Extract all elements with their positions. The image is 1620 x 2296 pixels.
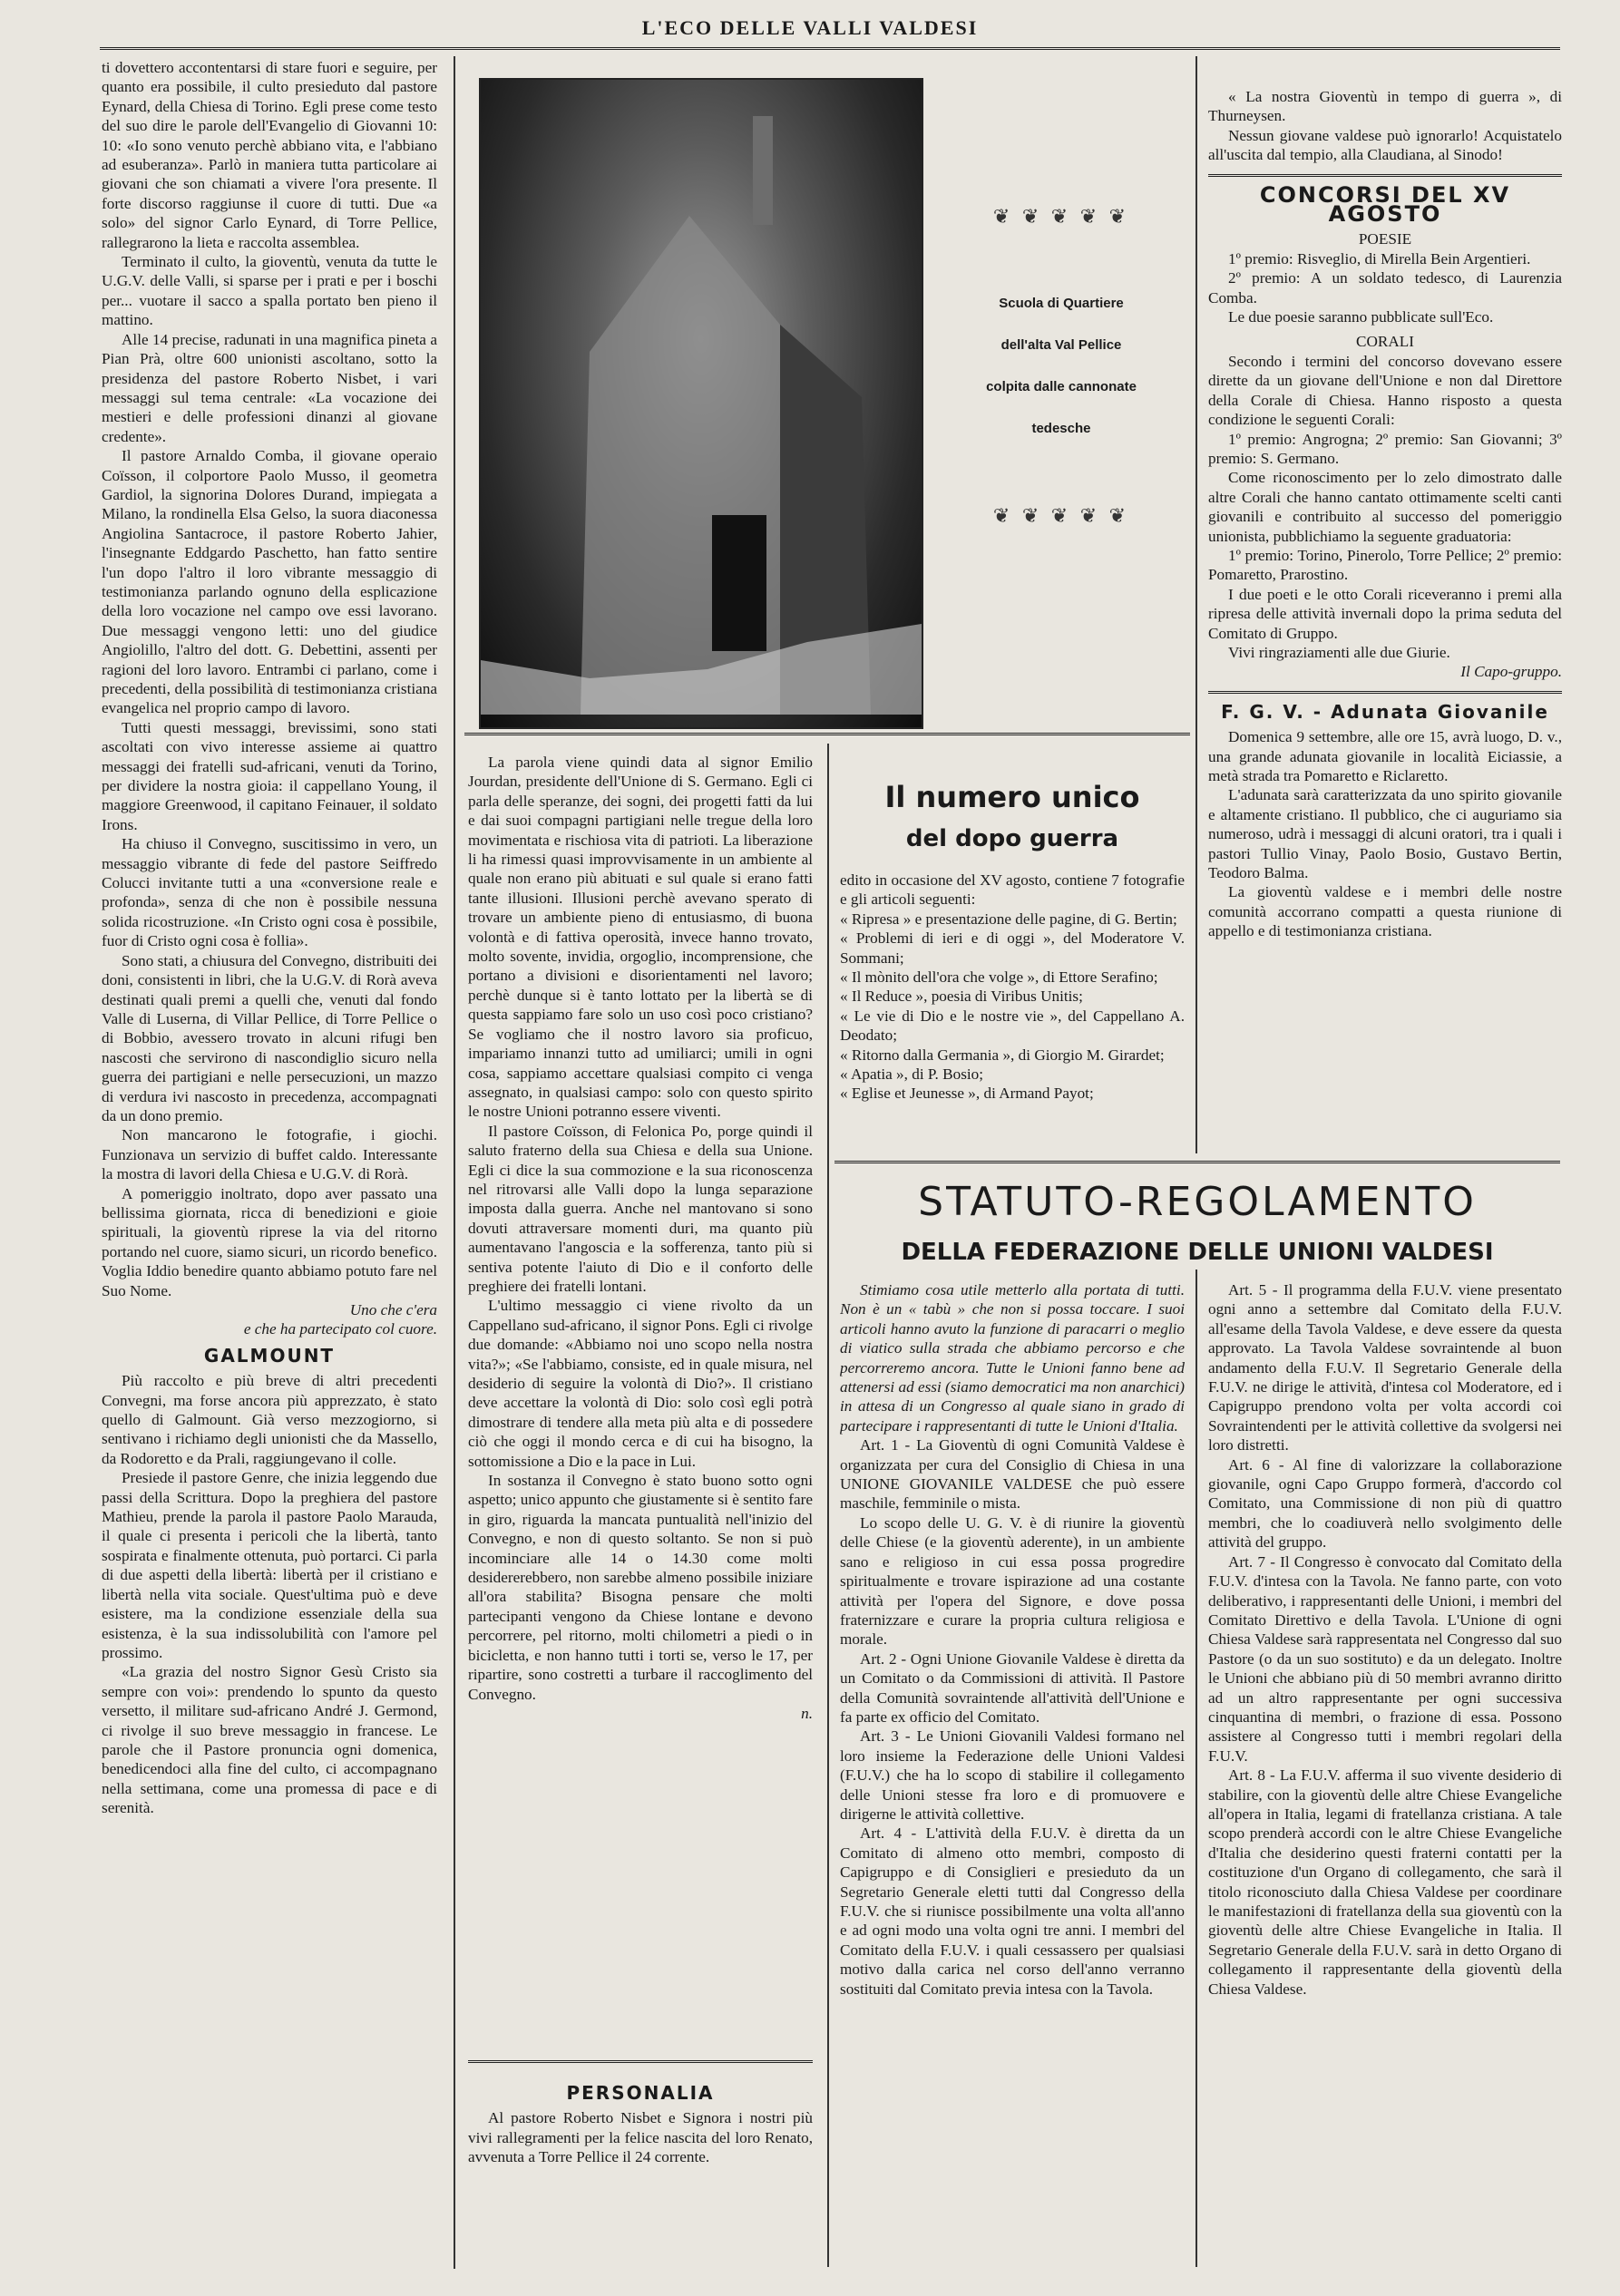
paragraph: L'adunata sarà caratterizzata da uno spirito giovanile e altamente cristiano. Il pubblico, che ci auguriamo sia numeroso, udrà i messaggi di alcuni oratori, tra i quali i pastori Tullio Vinay, Paolo Bosio, Gustavo Bertin, Teodoro Balma. (1208, 786, 1562, 882)
paragraph: Art. 1 - La Gioventù di ogni Comunità Valdese è organizzata per cura del Consiglio di Chiesa in una UNIONE GIOVANILE VALDESE che può essere maschile, femminile o mista. (840, 1436, 1185, 1513)
list-item: « Apatia », di P. Bosio; (840, 1065, 984, 1084)
list-item: « Il mònito dell'ora che volge », di Ettore Serafino; (840, 968, 1158, 987)
paragraph: Come riconoscimento per lo zelo dimostrato dalle altre Corali che hanno cantato ottimamente scelti canti giovanili e contribuito al successo del pomeriggio unionista, pubblichiamo la seguente graduatoria: (1208, 469, 1562, 545)
signature: Il Capo-gruppo. (1460, 663, 1562, 681)
list-item: « Eglise et Jeunesse », di Armand Payot; (840, 1085, 1094, 1103)
section-title-personalia: PERSONALIA (566, 2082, 715, 2104)
paragraph: Al pastore Roberto Nisbet e Signora i nostri più vivi rallegramenti per la felice nascita del loro Renato, avvenuta a Torre Pellice il 24 corrente. (468, 2109, 813, 2166)
caption-line: colpita dalle cannonate (986, 379, 1137, 394)
paragraph: L'ultimo messaggio ci viene rivolto da un Cappellano sud-africano, il signor Pons. Egli ci rivolge due domande: «Abbiamo noi uno scopo nella nostra vita?»; «Se l'abbiamo, consiste, ed in quale misura, nel desiderio di seguire la volontà di Dio?». Il cristiano deve accettare la volontà di Dio: solo così egli potrà dimostrare di tendere alla meta più alta e di possedere ciò che oggi il mondo cerca e di cui ha bisogno, la sottomissione a Dio e la pace in Lui. (468, 1297, 813, 1470)
paragraph: I due poeti e le otto Corali riceveranno i premi alla ripresa delle attività invernali dopo la prima seduta del Comitato di Gruppo. (1208, 585, 1562, 642)
paragraph: Nessun giovane valdese può ignorarlo! Acquistatelo all'uscita dal tempio, alla Claudiana, al Sinodo! (1208, 126, 1562, 164)
statuto-left-column (840, 1280, 1185, 2269)
paragraph: ti dovettero accontentarsi di stare fuori e seguire, per quanto era possibile, il culto presieduto dal pastore Eynard, della Chiesa di Torino. Egli prese come testo del suo dire le parole dell'Evangelio di Giovanni 10: 10: «Io sono venuto perchè abbiano vita, e l'abbiano ad esuberanza». Parlò in maniera tutta particolare ai giovani che son chiamati a vivere l'ora presente. Il forte discorso raggiunse il cuore di tutti. Due «a solo» del signor Carlo Eynard, di Torre Pellice, rallegrarono la lieta e raccolta assemblea. (102, 59, 437, 251)
caption-line: dell'alta Val Pellice (1000, 337, 1122, 353)
subtitle-poesie: POESIE (1358, 230, 1412, 248)
paragraph: Tutti questi messaggi, brevissimi, sono stati ascoltati con vivo interesse assieme ai quattro messaggi dei fratelli sud-africani, venuti da Torino, per dividere la nostra gioia: il cappellano Young, il maggiore Greenwood, il capitano Feinauer, il soldato Irons. (102, 718, 437, 833)
numero-subtitle: del dopo guerra (905, 825, 1119, 852)
header-rule (100, 47, 1560, 50)
paragraph: 1º premio: Angrogna; 2º premio: San Giovanni; 3º premio: S. Germano. (1208, 430, 1562, 467)
paragraph: Sono stati, a chiusura del Convegno, distribuiti dei doni, consistenti in libri, che la U.G.V. di Rorà aveva destinati quali premi a quelli che, venuti dal fondo Valle di Luserna, di Villar Pellice, di Torre Pellice o di Bobbio, avessero trovato in alcuni rifugi ben nascosti che servirono di nascondiglio sicuro nella guerra dei partigiani e nelle persecuzioni, un mazzo di verdura ivi nascosto in precedenza, accompagnati da un dono premio. (102, 951, 437, 1124)
signature: Uno che c'era (349, 1301, 437, 1318)
paragraph: Lo scopo delle U. G. V. è di riunire la gioventù delle Chiese (e la gioventù aderente), in un ambiente sano e religioso in cui essa possa progredire spiritualmente e trovare ispirazione ad una costante attività per l'opera del Signore, e dove possa fraternizzare e curare la propria cultura religiosa e morale. (840, 1513, 1185, 1649)
photo-caption (934, 78, 1188, 725)
rule (464, 733, 1190, 735)
paragraph: La gioventù valdese e i membri delle nostre comunità accorrano compatti a questa riunione di appello e di testimonianza cristiana. (1208, 883, 1562, 940)
paragraph: Non mancarono le fotografie, i giochi. Funzionava un servizio di buffet caldo. Interessante la mostra di lavori della Chiesa e U.G.V. di Rorà. (102, 1126, 437, 1183)
column-divider (1195, 56, 1197, 1153)
column-divider (1195, 1270, 1197, 2267)
paragraph: Vivi ringraziamenti alle due Giurie. (1228, 643, 1450, 661)
section-title-concorsi: CONCORSI DEL XV AGOSTO (1259, 181, 1511, 228)
paragraph: Presiede il pastore Genre, che inizia leggendo due passi della Scrittura. Dopo la preghiera del pastore Mathieu, prende la parola il pastore Paolo Marauda, il quale ci presenta i pericoli che la libertà, tanto sospirata e finalmente ottenuta, può portarci. Ci parla di due aspetti della libertà: libertà per il cristiano e libertà nella vita sociale. Quest'ultima può e deve esistere, ma la condizione essenziale della sua esistenza, è la sua indissolubilità con l'amore pel prossimo. (102, 1469, 437, 1661)
statuto-title: STATUTO-REGOLAMENTO (918, 1179, 1477, 1225)
ornament-icon: ❦ ❦ ❦ ❦ ❦ (992, 205, 1130, 228)
column-personalia (468, 2077, 813, 2267)
list-item: « Le vie di Dio e le nostre vie », del Cappellano A. Deodato; (840, 1007, 1185, 1045)
paragraph: Art. 5 - Il programma della F.U.V. viene presentato ogni anno a settembre dal Comitato della F.U.V. all'esame della Tavola Valdese, e deve essere da questa approvato. La Tavola Valdese sovraintende al buon andamento della F.U.V. Il Segretario Generale della F.U.V. ne dirige le attività, d'intesa col Moderatore, ed i Capigruppo prendono volta per volta accordi coi Sovraintendenti per le attività collettive da svolgersi nei loro distretti. (1208, 1281, 1562, 1454)
paragraph: Le due poesie saranno pubblicate sull'Eco. (1228, 308, 1494, 326)
column-divider (827, 744, 829, 2267)
section-title-galmount: GALMOUNT (203, 1344, 336, 1367)
paragraph: Art. 8 - La F.U.V. afferma il suo vivente desiderio di stabilire, con la gioventù delle altre Chiese Evangeliche all'opera in Italia, legami di fratellanza cristiana. A tale scopo prenderà accordi con le altre Chiese Evangeliche d'Italia che desiderino questi fraterni contatti per la costituzione d'un Organo di collegamento, che sarà il titolo riconosciuto dalla Chiesa Valdese per coordinare le manifestazioni di fratellanza della sua gioventù con la gioventù delle altre Chiese Evangeliche in Italia. Il Segretario Generale della F.U.V. sarà in detto Organo di collegamento il rappresentante della gioventù della Chiesa Valdese. (1208, 1766, 1562, 1998)
column-convegno-continued (468, 753, 813, 2058)
paragraph: Più raccolto e più breve di altri precedenti Convegni, ma forse ancora più apprezzato, è stato quello di Galmount. Già verso mezzogiorno, si sentivano i richiamo degli unionisti che da Massello, da Rodoretto e da Prali, raggiungevano il colle. (102, 1372, 437, 1467)
paragraph: Il pastore Arnaldo Comba, il giovane operaio Coïsson, il colportore Paolo Musso, il geometra Gardiol, la signorina Dolores Durand, impiegata a Milano, la rondinella Elsa Gelso, la suora diaconessa Angiolina Santacroce, il pastore Roberto Jahier, l'insegnante Eddgardo Paschetto, han fatto sentire l'un dopo l'altro il loro vibrante messaggio di testimonianza parlando ognuno della esplicazione della loro vocazione nel campo ove essi lavorano. Due messaggi vengono letti: uno del giudice Angiolillo, l'altro del dott. G. Debettini, assenti per ragioni del loro lavoro. Entrambi ci parlano, come i precedenti, della possibilità di testimonianza cristiana evangelica nel proprio campo di lavoro. (102, 447, 437, 717)
section-title-fgv: F. G. V. - Adunata Giovanile (1221, 700, 1549, 723)
column-divider (454, 56, 455, 2269)
paragraph: 2º premio: A un soldato tedesco, di Laurenzia Comba. (1208, 269, 1562, 306)
column-right (1208, 87, 1562, 1157)
column-convegno (102, 58, 437, 2271)
paragraph: edito in occasione del XV agosto, contiene 7 fotografie e gli articoli seguenti: (840, 871, 1185, 909)
subtitle-corali: CORALI (1356, 333, 1414, 351)
paragraph: Secondo i termini del concorso dovevano essere dirette da un giovane dell'Unione e non dal Direttore della Corale di Chiesa. Hanno risposto a questa condizione le seguenti Corali: (1208, 352, 1562, 429)
numero-title: Il numero unico (884, 780, 1140, 814)
ruined-building-image (481, 80, 922, 727)
caption-line: tedesche (1031, 421, 1091, 436)
paragraph: Terminato il culto, la gioventù, venuta da tutte le U.G.V. delle Valli, si sparse per i prati e per i boschi per... vuotare il sacco a spalla portato ben pieno il mattino. (102, 253, 437, 329)
paragraph: Stimiamo cosa utile metterlo alla portata di tutti. Non è un « tabù » che non si possa toccare. I suoi articoli hanno avuto la funzione di paracarri o meglio di viatico sulla strada che abbiamo percorso e che percorreremo ancora. Tutte le Unioni fanno bene ad attenersi ad essi (siamo democratici ma non anarchici) in attesa di un Congresso al quale siano in grado di partecipare i rappresentanti di tutte le Unioni d'Italia. (840, 1281, 1185, 1435)
list-item: « Il Reduce », poesia di Viribus Unitis; (840, 987, 1083, 1006)
paragraph: Art. 2 - Ogni Unione Giovanile Valdese è diretta da un Comitato o da Commissioni di attività. Il Pastore della Comunità sovraintende all'attività dell'Unione e fa parte ex officio del Comitato. (840, 1649, 1185, 1726)
paragraph: Il pastore Coïsson, di Felonica Po, porge quindi il saluto fraterno della sua Chiesa e della sua Unione. Egli ci dice la sua commozione e la sua riconoscenza nel ritrovarsi alle Valli dopo la lunga separazione imposta dalla guerra. Anche nel mantovano si sono dovuti attraversare momenti duri, ma quanto più aumentavano l'angoscia e la sofferenza, tanto più si sentiva potente l'aiuto di Dio e il conforto delle preghiere dei fratelli lontani. (468, 1122, 813, 1295)
masthead: L'ECO DELLE VALLI VALDESI (641, 16, 979, 39)
photo-bombed-school (479, 78, 923, 729)
statuto-subtitle: DELLA FEDERAZIONE DELLE UNIONI VALDESI (901, 1239, 1494, 1266)
paragraph: « La nostra Gioventù in tempo di guerra », di Thurneysen. (1208, 88, 1562, 125)
rule (1208, 174, 1562, 177)
paragraph: Art. 4 - L'attività della F.U.V. è diretta da un Comitato di almeno otto membri, composto di Capigruppo e di Consiglieri e presieduto da un Segretario Generale eletti tutti dal Congresso della F.U.V. che si riunisce possibilmente una volta all'anno e ad ogni modo una volta ogni tre anni. I membri del Comitato della F.U.V. i quali cessassero per qualsiasi motivo dalla carica nel corso dell'anno verranno sostituiti dal Comitato previa intesa con la Tavola. (840, 1824, 1185, 1998)
paragraph: Ha chiuso il Convegno, suscitissimo in vero, un messaggio vibrante di fede del pastore Seiffredo Colucci invitante tutti a una «conversione reale e profonda», senza di che non è possibile nessuna solida ricostruzione. «In Cristo ogni cosa è possibile, fuor di Cristo ogni cosa è follia». (102, 835, 437, 950)
paragraph: A pomeriggio inoltrato, dopo aver passato una bellissima giornata, ricca di benedizioni e gioie spirituali, la gioventù riprese la via del ritorno portando nel cuore, siamo sicuri, un ricordo benefico. Voglia Iddio benedire quanto abbiamo potuto fare nel Suo Nome. (102, 1184, 437, 1299)
rule (468, 2060, 813, 2063)
paragraph: Art. 6 - Al fine di valorizzare la collaborazione giovanile, ogni Capo Gruppo formerà, d'accordo col Comitato, una Commissione di non più di quattro membri, che lo coadiuverà nello svolgimento delle attività del gruppo. (1208, 1455, 1562, 1552)
numero-article (840, 871, 1185, 1152)
list-item: « Ritorno dalla Germania », di Giorgio M. Girardet; (840, 1046, 1165, 1064)
statuto-right-column (1208, 1280, 1562, 2269)
paragraph: Art. 3 - Le Unioni Giovanili Valdesi formano nel loro insieme la Federazione delle Unioni Valdesi (F.U.V.) che ha lo scopo di stabilire il collegamento delle Unioni stesse fra loro e di promuovere e dirigerne le attività collettive. (840, 1727, 1185, 1823)
paragraph: In sostanza il Convegno è stato buono sotto ogni aspetto; unico appunto che giustamente si è sentito fare in giro, riguarda la mancata puntualità nell'inizio del Convegno, e non di questo soltanto. Se non si può incominciare alle 14 o 14.30 come molti desidererebbero, non sarebbe almeno possibile iniziare all'ora stabilita? Bisogna pensare che molti partecipanti vengono da Chiese lontane e devono percorrere, pel ritorno, molti chilometri a piedi o in bicicletta, e non hanno tutti i torti se, verso le 17, per ripartire, sono costretti a turbare il raccoglimento del Convegno. (468, 1472, 813, 1703)
list-item: « Problemi di ieri e di oggi », del Moderatore V. Sommani; (840, 929, 1185, 967)
article-list (840, 910, 1185, 1104)
rule (834, 1161, 1560, 1163)
paragraph: Art. 7 - Il Congresso è convocato dal Comitato della F.U.V. d'intesa con la Tavola. Ne fanno parte, con voto deliberativo, i rappresentanti delle Unioni, i membri del Comitato Direttivo e della Tavola. L'Unione di ogni Chiesa Valdese sarà rappresentata nel Congresso dal suo Pastore (o da un suo sostituto) e da un delegato. Inoltre le Unioni che abbiano più di 50 membri avranno diritto ad un altro rappresentante per ogni successiva cinquantina di membri, o frazione di essa. Possono assistere al Congresso tutti i membri regolari della F.U.V. (1208, 1552, 1562, 1765)
signature: e che ha partecipato col cuore. (243, 1320, 437, 1338)
paragraph: 1º premio: Torino, Pinerolo, Torre Pellice; 2º premio: Pomaretto, Prarostino. (1208, 546, 1562, 584)
rule (1208, 691, 1562, 694)
signature: n. (801, 1704, 813, 1722)
paragraph: 1º premio: Risveglio, di Mirella Bein Argentieri. (1228, 249, 1531, 268)
paragraph: La parola viene quindi data al signor Emilio Jourdan, presidente dell'Unione di S. Germano. Egli ci parla delle speranze, dei sogni, dei progetti fatti da lui e dai suoi compagni partigiani nelle tregue della loro movimentata e rischiosa vita di patrioti. La liberazione li ha rimessi quasi improvvisamente in un ambiente al quale non erano più abituati e sul quale si erano fatti tante illusioni. Illusioni perchè avevano sperato di trovare un ambiente pieno di entusiasmo, di buona volontà e di fattiva operosità, invece hanno trovato, molto sovente, invidia, orgoglio, incomprensione, che portano a divisioni e disorientamenti nel lavoro; perchè dunque si è tanto lottato per la libertà se di questa sappiamo fare solo un uso così poco cristiano? Se vogliamo che il nostro lavoro sia proficuo, impariamo innanzi tutto ad umiliarci; umili in ogni cosa, sappiamo accettare qualsiasi compito ci venga assegnato, in qualsiasi campo: solo con questo spirito le nostre Unioni potranno essere viventi. (468, 754, 813, 1121)
paragraph: «La grazia del nostro Signor Gesù Cristo sia sempre con voi»: prendendo lo spunto da questo versetto, il militare sud-africano André J. Germond, ci rivolge il suo breve messaggio in francese. Le parole che il Pastore pronuncia ogni domenica, benedicendoci alla fine del culto, ci accompagnano nella settimana, come una promessa di pace e di serenità. (102, 1663, 437, 1817)
paragraph: Domenica 9 settembre, alle ore 15, avrà luogo, D. v., una grande adunata giovanile in località Eiciassie, a metà strada tra Pomaretto e Riclaretto. (1208, 728, 1562, 784)
list-item: « Ripresa » e presentazione delle pagine, di G. Bertin; (840, 910, 1177, 928)
caption-line: Scuola di Quartiere (999, 296, 1124, 311)
ornament-icon: ❦ ❦ ❦ ❦ ❦ (992, 504, 1130, 527)
paragraph: Alle 14 precise, radunati in una magnifica pineta a Pian Prà, oltre 600 unionisti ascoltano, sotto la presidenza del pastore Roberto Nisbet, i vari messaggi sul tema centrale: «La vocazione dei mestieri e delle professioni dinanzi al giovane credente». (102, 330, 437, 445)
